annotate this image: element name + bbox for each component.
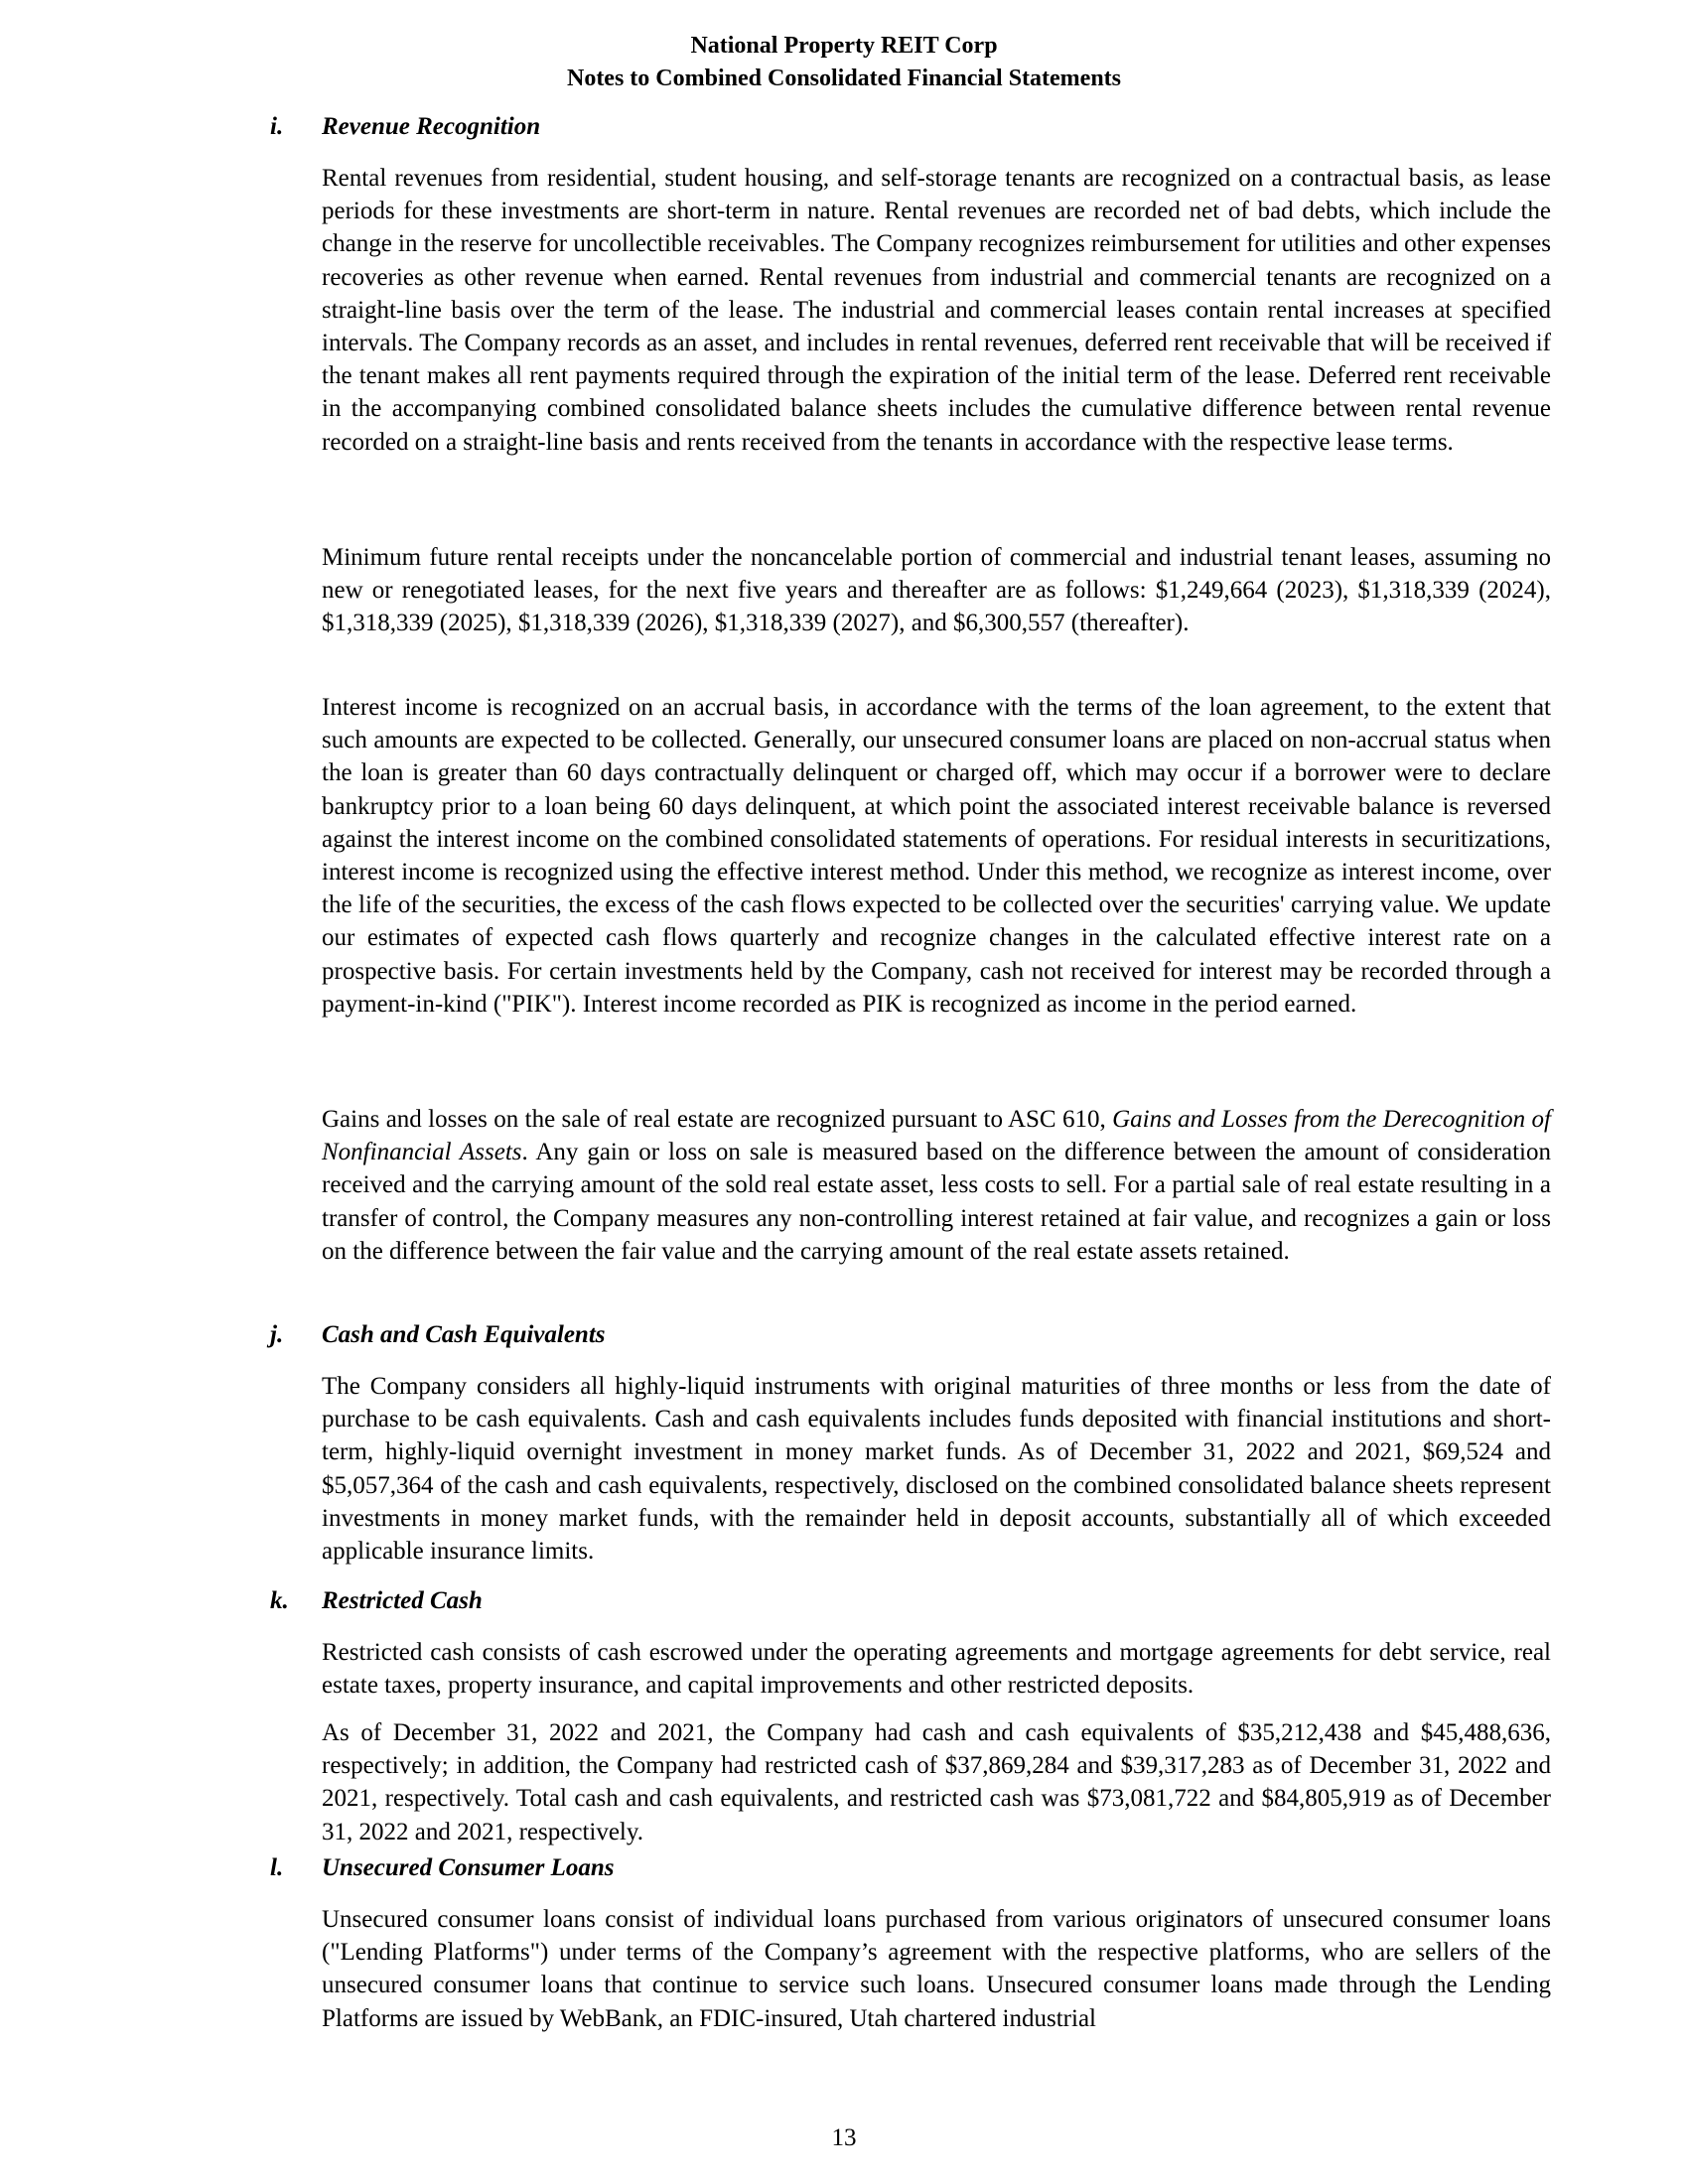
company-name: National Property REIT Corp [690,33,998,59]
section-letter-j: j. [270,1321,284,1348]
paragraph-minimum-rental-receipts: Minimum future rental receipts under the noncancelable portion of commercial and industrial tenant leases, assuming no new or renegotiated leases, for the next five years and thereafter are as follows: $1,249,664 (2023), $1,318,339 (2024), $1,318,339 (2025), $1,318,339 (2026), $1,318,339 (2027), and $6,300,557 (thereafter). [322,544,1551,637]
section-title-unsecured-consumer-loans: Unsecured Consumer Loans [322,1854,615,1881]
paragraph-unsecured-consumer-loans: Unsecured consumer loans consist of individual loans purchased from various originators of unsecured consumer loans ("Lending Platforms") under terms of the Company’s agreement with the respective platforms, who are sellers of the unsecured consumer loans that continue to service such loans. Unsecured consumer loans made through the Lending Platforms are issued by WebBank, an FDIC-insured, Utah chartered industrial [322,1906,1551,2032]
page-number: 13 [831,2124,857,2151]
section-title-revenue-recognition: Revenue Recognition [322,113,541,140]
paragraph-rental-revenues: Rental revenues from residential, student housing, and self-storage tenants are recognized on a contractual basis, as lease periods for these investments are short-term in nature. Rental revenues are recorded net of bad debts, which include the change in the reserve for uncollectible receivables. The Company recognizes reimbursement for utilities and other expenses recoveries as other revenue when earned. Rental revenues from industrial and commercial tenants are recognized on a straight-line basis over the term of the lease. The industrial and commercial leases contain rental increases at specified intervals. The Company records as an asset, and includes in rental revenues, deferred rent receivable that will be received if the tenant makes all rent payments required through the expiration of the initial term of the lease. Deferred rent receivable in the accompanying combined consolidated balance sheets includes the cumulative difference between rental revenue recorded on a straight-line basis and rents received from the tenants in accordance with the respective lease terms. [322,165,1551,456]
document-subtitle: Notes to Combined Consolidated Financial Statements [566,66,1121,91]
paragraph-gains-losses [322,1103,1551,1268]
section-letter-i: i. [270,113,284,140]
gains-asc-title: Gains and Losses from the Derecognition of Nonfinancial Assets [322,1106,1552,1166]
gains-text-before: Gains and losses on the sale of real estate are recognized pursuant to ASC 610, [322,1106,1113,1133]
section-letter-k: k. [270,1587,289,1614]
gains-text-after: . Any gain or loss on sale is measured based on the difference between the amount of consideration received and the carrying amount of the sold real estate asset, less costs to sell. For a partial sale of real estate resulting in a transfer of control, the Company measures any non-controlling interest retained at fair value, and recognizes a gain or loss on the difference between the fair value and the carrying amount of the real estate assets retained. [322,1139,1552,1265]
section-title-cash-equivalents: Cash and Cash Equivalents [322,1321,606,1348]
section-title-restricted-cash: Restricted Cash [322,1587,483,1614]
paragraph-cash-balances: As of December 31, 2022 and 2021, the Company had cash and cash equivalents of $35,212,438 and $45,488,636, respectively; in addition, the Company had restricted cash of $37,869,284 and $39,317,283 as of December 31, 2022 and 2021, respectively. Total cash and cash equivalents, and restricted cash was $73,081,722 and $84,805,919 as of December 31, 2022 and 2021, respectively. [322,1719,1551,1845]
paragraph-cash-equivalents: The Company considers all highly-liquid instruments with original maturities of three months or less from the date of purchase to be cash equivalents. Cash and cash equivalents includes funds deposited with financial institutions and short-term, highly-liquid overnight investment in money market funds. As of December 31, 2022 and 2021, $69,524 and $5,057,364 of the cash and cash equivalents, respectively, disclosed on the combined consolidated balance sheets represent investments in money market funds, with the remainder held in deposit accounts, substantially all of which exceeded applicable insurance limits. [322,1373,1551,1566]
paragraph-interest-income: Interest income is recognized on an accrual basis, in accordance with the terms of the loan agreement, to the extent that such amounts are expected to be collected. Generally, our unsecured consumer loans are placed on non-accrual status when the loan is greater than 60 days contractually delinquent or charged off, which may occur if a borrower were to declare bankruptcy prior to a loan being 60 days delinquent, at which point the associated interest receivable balance is reversed against the interest income on the combined consolidated statements of operations. For residual interests in securitizations, interest income is recognized using the effective interest method. Under this method, we recognize as interest income, over the life of the securities, the excess of the cash flows expected to be collected over the securities' carrying value. We update our estimates of expected cash flows quarterly and recognize changes in the calculated effective interest rate on a prospective basis. For certain investments held by the Company, cash not received for interest may be recorded through a payment-in-kind ("PIK"). Interest income recorded as PIK is recognized as income in the period earned. [322,694,1551,1018]
paragraph-restricted-cash: Restricted cash consists of cash escrowed under the operating agreements and mortgage agreements for debt service, real estate taxes, property insurance, and capital improvements and other restricted deposits. [322,1639,1551,1700]
section-letter-l: l. [270,1854,284,1881]
